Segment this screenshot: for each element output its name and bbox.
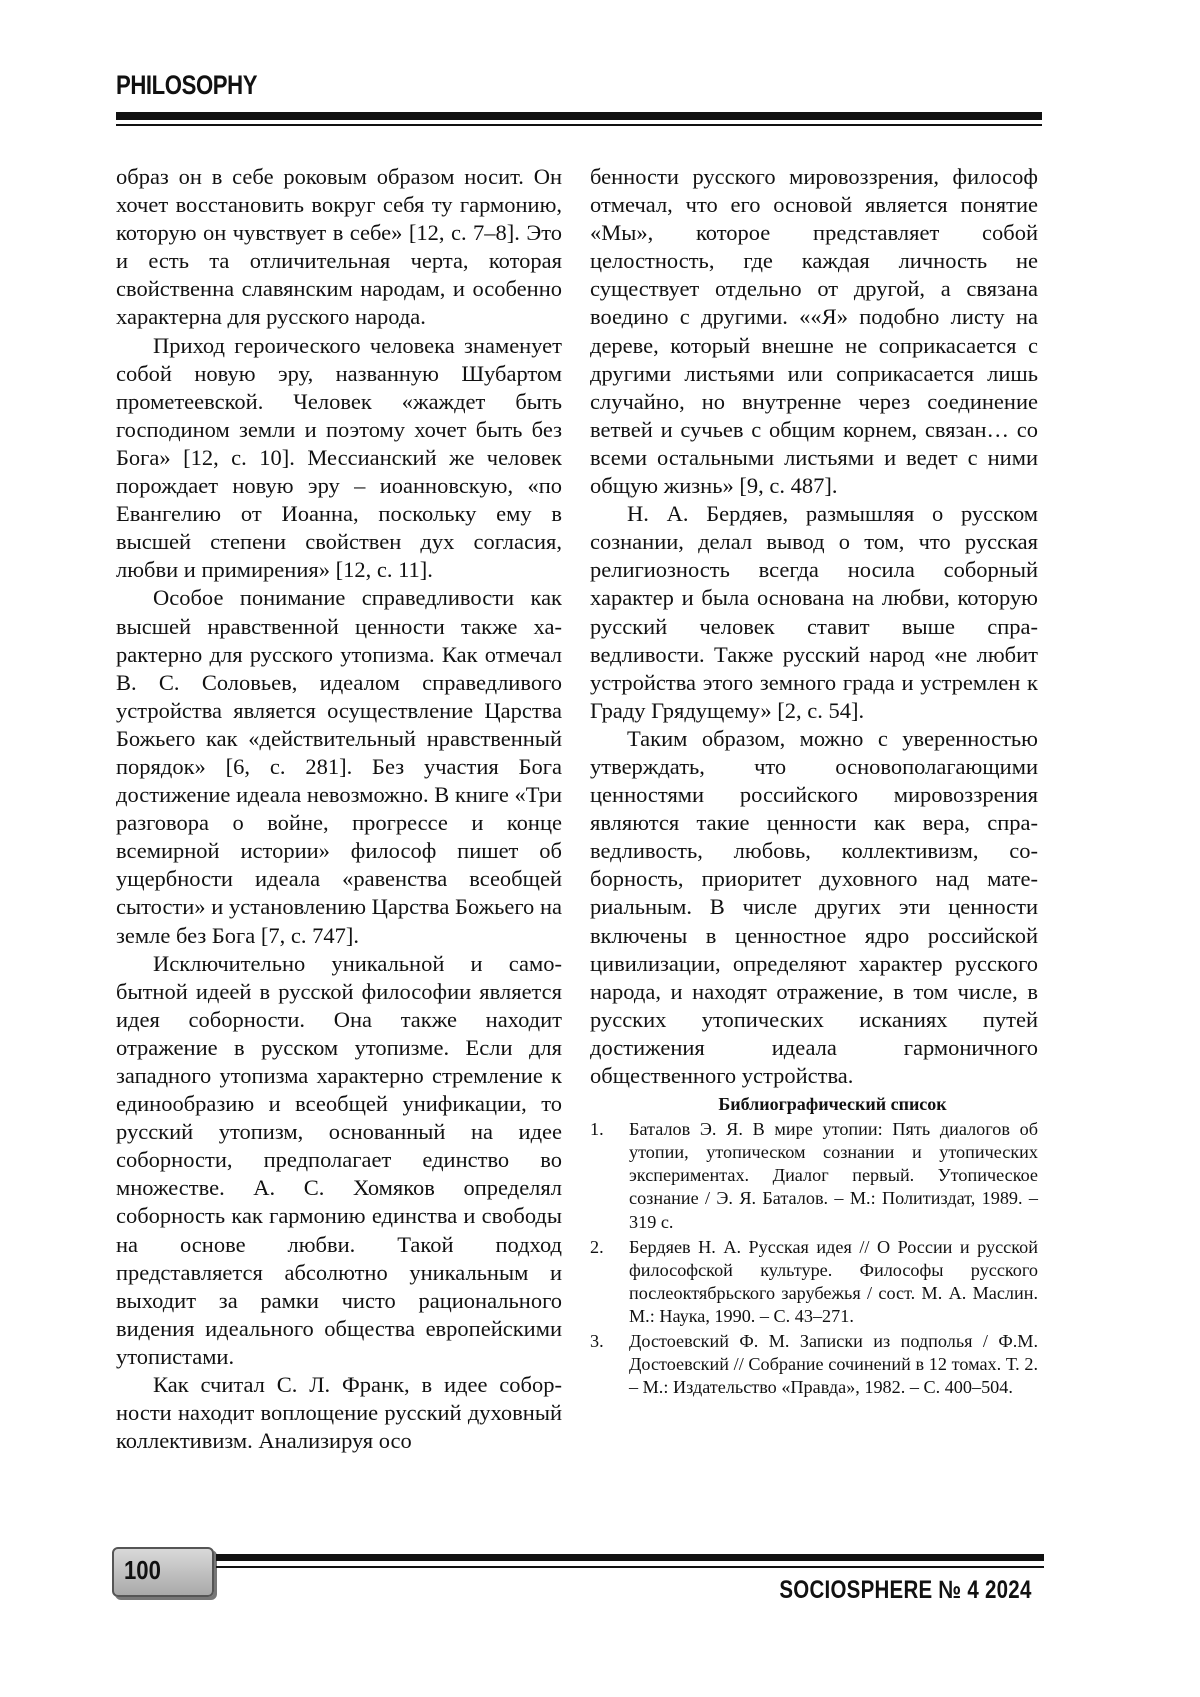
paragraph: Н. А. Бердяев, размышляя о русском сознании, делал вывод о том, что русская религиозность всегда носила соборный характер и была основана на любви, которую русский человек ставит выше справедливости. Также русский народ «не любит устройства этого земного града и устремлен к Граду Грядущему» [2, с. 54]. bbox=[590, 501, 1038, 723]
paragraph: Исключительно уникальной и самобытной идеей в русской философии является идея соборности. Она также находит отражение в русском утопизме. Если для западного утопизма характерно стремление к единообразию и всеобщей унификации, то русский утопизм, основанный на идее соборности, предполагает единство во множестве. А. С. Хомяков определял соборность как гармонию единства и свободы на основе любви. Такой подход представляется абсолютно уникальным и выходит за рамки чисто рационального видения идеального общества европейскими утопистами. bbox=[116, 950, 562, 1369]
bibliography-list bbox=[590, 1118, 1038, 1399]
paragraph: Таким образом, можно с уверенностью утверждать, что основополагающими ценностями российского мировоззрения являются такие ценности как вера, справедливость, любовь, коллективизм, соборность, приоритет духовного над материальным. В числе других эти ценности включены в ценностное ядро российской цивилизации, определяют характер русского народа, и находят отражение, в том числе, в русских утопических исканиях путей достижения идеала гармоничного общественного устройства. bbox=[590, 725, 1038, 1088]
bibliography-text: Баталов Э. Я. В мире утопии: Пять диалогов об утопии, утопическом сознании и утопических экспериментах. Диалог первый. Утопическое сознание / Э. Я. Баталов. – М.: Политиздат, 1989. – 319 с. bbox=[629, 1119, 1038, 1232]
paragraph: Как считал С. Л. Франк, в идее соборности находит воплощение русский духовный коллективизм. Анализируя осо bbox=[116, 1372, 562, 1454]
left-column bbox=[116, 163, 562, 1455]
bibliography-number: 2. bbox=[590, 1236, 604, 1257]
page-number-tab bbox=[112, 1547, 214, 1597]
bibliography-item bbox=[590, 1330, 1038, 1399]
bibliography-item bbox=[590, 1236, 1038, 1328]
bibliography-text: Бердяев Н. А. Русская идея // О России и русской философской культуре. Философы русского послеоктябрьского зарубежья / сост. М. А. Маслин. М.: Наука, 1990. – С. 43–271. bbox=[629, 1236, 1038, 1326]
bibliography-number: 3. bbox=[590, 1331, 604, 1352]
journal-name: SOCIOSPHERE № 4 2024 bbox=[779, 1576, 1032, 1604]
bibliography-heading: Библиографический список bbox=[718, 1094, 947, 1115]
right-column bbox=[590, 163, 1038, 1401]
section-title: PHILOSOPHY bbox=[116, 70, 258, 100]
paragraph: образ он в себе роковым образом носит. Он хочет восстановить вокруг себя ту гармонию, которую он чувствует в себе» [12, с. 7–8]. Это и есть та отличительная черта, которая свойственна славянским народам, и особенно характерна для русского народа. bbox=[116, 164, 562, 330]
bibliography-item bbox=[590, 1118, 1038, 1233]
header-rule-thick bbox=[116, 112, 1042, 120]
paragraph: Особое понимание справедливости как высшей нравственной ценности также характерно для русского утопизма. Как отмечал В. С. Соловьев, идеалом справедливого устройства является осуществление Царства Божьего как «действительный нравственный порядок» [6, с. 281]. Без участия Бога достижение идеала невозможно. В книге «Три разговора о войне, прогрессе и конце всемирной истории» философ пишет об ущербности идеала «равенства всеобщей сытости» и установлению Царства Божьего на земле без Бога [7, с. 747]. bbox=[116, 585, 562, 948]
footer-rule-thin bbox=[216, 1566, 1044, 1568]
footer-rule-thick bbox=[216, 1554, 1044, 1561]
bibliography-text: Достоевский Ф. М. Записки из подполья / Ф.М. Достоевский // Собрание сочинений в 12 томах. Т. 2. – М.: Издательство «Правда», 1982. – С. 400–504. bbox=[629, 1331, 1038, 1398]
page-number: 100 bbox=[124, 1555, 161, 1585]
bibliography-number: 1. bbox=[590, 1119, 604, 1140]
header-rule-thin bbox=[116, 124, 1042, 126]
paragraph: Приход героического человека знаменует собой новую эру, названную Шубартом прометеевской. Человек «жаждет быть господином земли и поэтому хочет быть без Бога» [12, с. 10]. Мессианский же человек порождает новую эру – иоанновскую, «по Евангелию от Иоанна, поскольку ему в высшей степени свойствен дух согласия, любви и примирения» [12, с. 11]. bbox=[116, 332, 562, 583]
paragraph: бенности русского мировоззрения, философ отмечал, что его основой является понятие «Мы», которое представляет собой целостность, где каждая личность не существует отдельно от другой, а связана воедино с другими. ««Я» подобно листу на дереве, который внешне не соприкасается с другими листьями или соприкасается лишь случайно, но внутренне через соединение ветвей и сучьев с общим корнем, связан… со всеми остальными листьями и ведет с ними общую жизнь» [9, с. 487]. bbox=[590, 164, 1038, 499]
